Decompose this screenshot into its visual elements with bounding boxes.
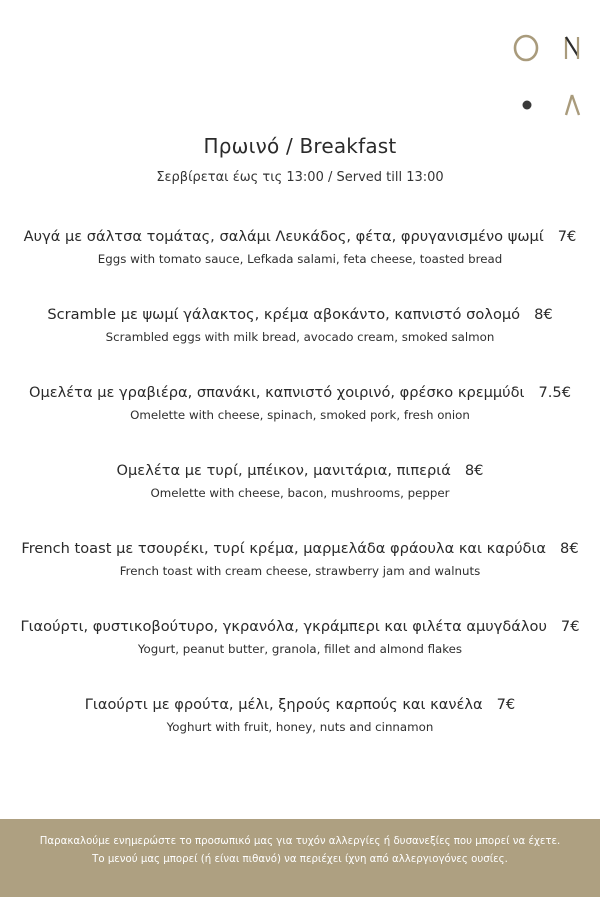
menu-item-name: Γιαούρτι με φρούτα, μέλι, ξηρούς καρπούς και κανέλα [84, 696, 483, 713]
menu-item [0, 539, 600, 617]
section-title: Πρωινό / Breakfast [203, 134, 397, 158]
menu-item-name: Γιαούρτι, φυστικοβούτυρο, γκρανόλα, γκράμπερι και φιλέτα αμυγδάλου [20, 618, 547, 635]
menu-item-price: 7.5€ [538, 384, 571, 401]
menu-item-price: 8€ [534, 306, 553, 323]
menu-item-price: 7€ [557, 228, 577, 245]
menu-item-translation: Scrambled eggs with milk bread, avocado cream, smoked salmon [105, 330, 495, 344]
menu-item-price: 7€ [560, 618, 580, 635]
menu-item-translation: French toast with cream cheese, strawberry jam and walnuts [119, 564, 481, 578]
menu-item [0, 617, 600, 695]
menu-item-name: French toast με τσουρέκι, τυρί κρέμα, μαρμελάδα φράουλα και καρύδια [21, 540, 547, 557]
menu-item-price: 8€ [560, 540, 579, 557]
served-until-note: Σερβίρεται έως τις 13:00 / Served till 13:00 [156, 170, 444, 185]
logo-letter-lambda [566, 95, 579, 115]
menu-item-price: 8€ [464, 462, 484, 479]
logo-letter-n [566, 37, 578, 59]
menu-item-name: Scramble με ψωμί γάλακτος, κρέμα αβοκάντο, καπνιστό σολομό [47, 306, 521, 323]
allergy-notice-line: Το μενού μας μπορεί (ή είναι πιθανό) να περιέχει ίχνη από αλλεργιογόνες ουσίες. [92, 854, 508, 865]
menu-item-translation: Omelette with cheese, spinach, smoked pork, fresh onion [130, 408, 470, 422]
logo-dot [523, 101, 532, 110]
allergy-notice-line: Παρακαλούμε ενημερώστε το προσωπικό μας για τυχόν αλλεργίες ή δυσανεξίες που μπορεί να έχετε. [39, 836, 561, 847]
allergy-notice [0, 819, 600, 897]
menu-item-name: Ομελέτα με τυρί, μπέικον, μανιτάρια, πιπεριά [116, 462, 451, 479]
restaurant-logo [512, 32, 582, 122]
menu-item [0, 383, 600, 461]
menu-item-translation: Yoghurt with fruit, honey, nuts and cinnamon [166, 720, 434, 734]
logo-letter-o [515, 36, 537, 60]
menu-item-name: Ομελέτα με γραβιέρα, σπανάκι, καπνιστό χοιρινό, φρέσκο κρεμμύδι [29, 384, 525, 401]
menu-items-list [0, 227, 600, 773]
menu-item-name: Αυγά με σάλτσα τομάτας, σαλάμι Λευκάδος, φέτα, φρυγανισμένο ψωμί [23, 228, 544, 245]
menu-item [0, 305, 600, 383]
menu-item [0, 227, 600, 305]
menu-item-translation: Eggs with tomato sauce, Lefkada salami, feta cheese, toasted bread [97, 252, 503, 266]
menu-item-translation: Omelette with cheese, bacon, mushrooms, pepper [150, 486, 450, 500]
menu-item [0, 695, 600, 773]
menu-item [0, 461, 600, 539]
menu-item-price: 7€ [496, 696, 516, 713]
menu-item-translation: Yogurt, peanut butter, granola, fillet and almond flakes [137, 642, 463, 656]
